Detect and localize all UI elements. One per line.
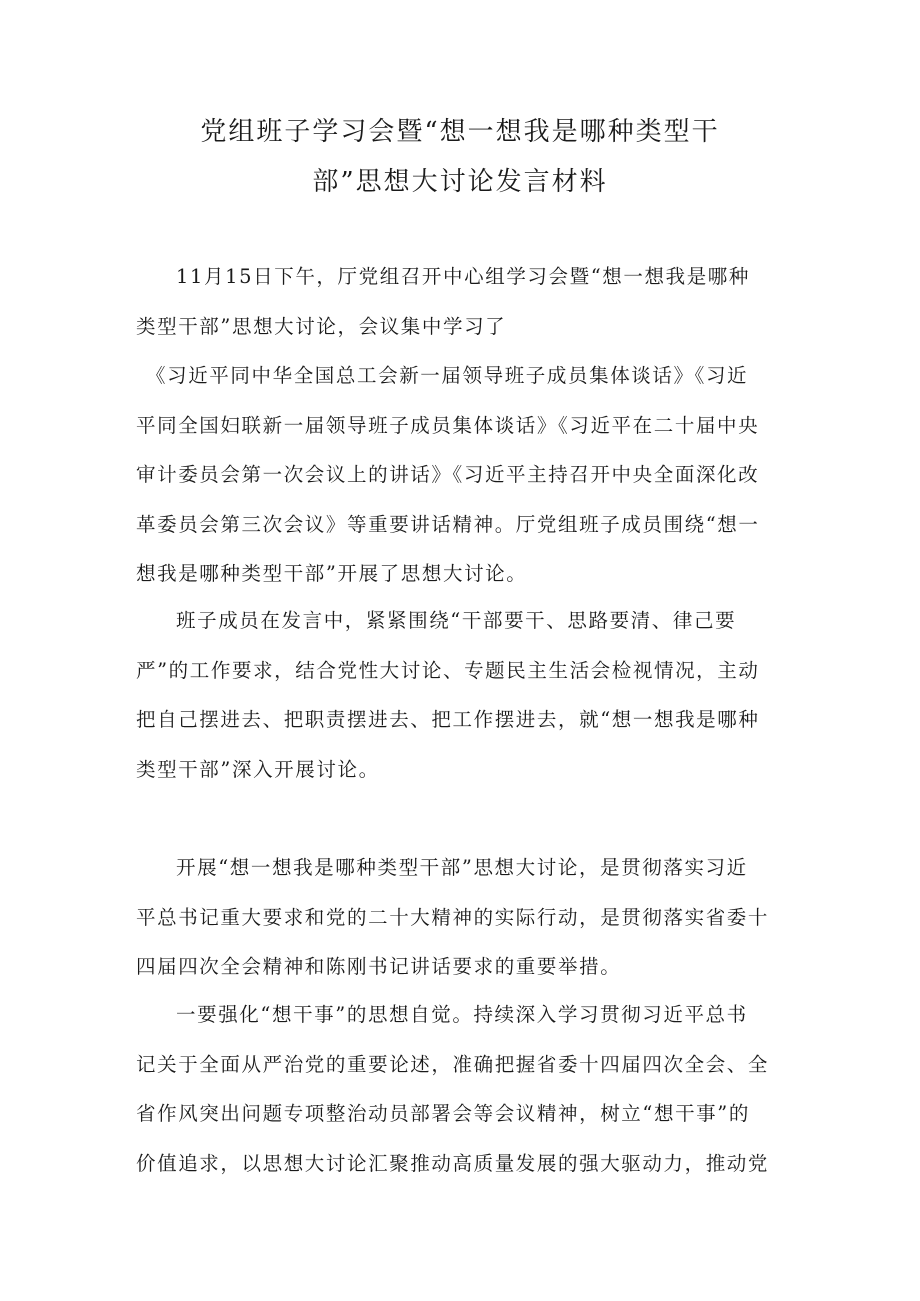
paragraph-line: 班子成员在发言中，紧紧围绕“干部要干、思路要清、律己要 (176, 609, 737, 632)
paragraph-line: 平同全国妇联新一届领导班子成员集体谈话》《习近平在二十届中央 (136, 413, 760, 437)
paragraph-line: 革委员会第三次会议》等重要讲话精神。厅党组班子成员围绕“想一 (136, 512, 760, 536)
paragraph-line: 一要强化“想干事”的思想自觉。持续深入学习贯彻习近平总书 (176, 1003, 748, 1026)
paragraph-line: 四届四次全会精神和陈刚书记讲话要求的重要举措。 (136, 955, 622, 978)
paragraph-3 (136, 843, 786, 992)
paragraph-line: 类型干部”思想大讨论，会议集中学习了 (136, 314, 507, 338)
document-title-line-2: 部”思想大讨论发言材料 (312, 167, 608, 197)
paragraph-line: 11月15日下午，厅党组召开中心组学习会暨“想一想我是哪种 (176, 265, 750, 288)
paragraph-4 (136, 990, 786, 1188)
paragraph-line: 审计委员会第一次会议上的讲话》《习近平主持召开中央全面深化改 (136, 463, 760, 486)
paragraph-line: 省作风突出问题专项整治动员部署会等会议精神，树立“想干事”的 (136, 1102, 750, 1125)
paragraph-line: 开展“想一想我是哪种类型干部”思想大讨论，是贯彻落实习近 (176, 856, 748, 879)
paragraph-line: 记关于全面从严治党的重要论述，准确把握省委十四届四次全会、全 (136, 1052, 770, 1076)
paragraph-2 (136, 596, 786, 794)
paragraph-line: 类型干部”深入开展讨论。 (136, 757, 380, 781)
document-title-line-1: 党组班子学习会暨“想一想我是哪种类型干 (200, 117, 720, 147)
paragraph-line: 平总书记重大要求和党的二十大精神的实际行动，是贯彻落实省委十 (136, 905, 770, 929)
paragraph-line: 把自己摆进去、把职责摆进去、把工作摆进去，就“想一想我是哪种 (136, 708, 760, 731)
paragraph-1 (136, 252, 786, 599)
paragraph-line: 价值追求，以思想大讨论汇聚推动高质量发展的强大驱动力，推动党 (136, 1151, 770, 1175)
paragraph-line: 《习近平同中华全国总工会新一届领导班子成员集体谈话》《习近 (146, 364, 749, 387)
paragraph-line: 严”的工作要求，结合党性大讨论、专题民主生活会检视情况，主动 (136, 658, 760, 682)
paragraph-line: 想我是哪种类型干部”开展了思想大讨论。 (136, 562, 528, 585)
